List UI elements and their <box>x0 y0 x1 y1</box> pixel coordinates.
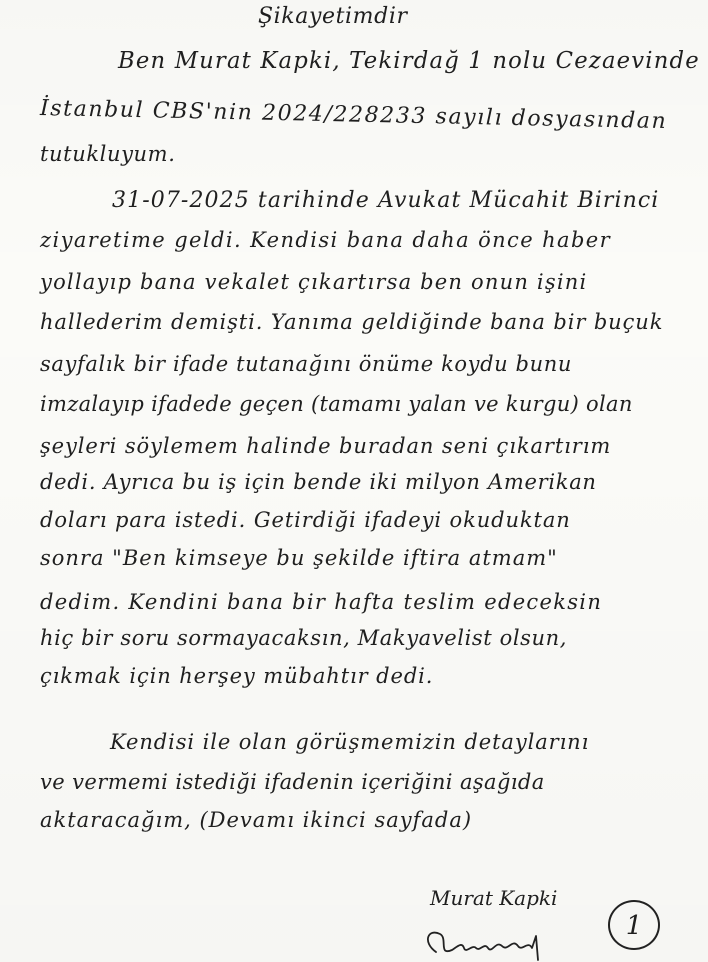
letter-title: Şikayetimdir <box>258 4 408 29</box>
handwritten-signature <box>418 922 558 962</box>
letter-line-19: aktaracağım, (Devamı ikinci sayfada) <box>40 808 473 832</box>
letter-line-7: hallederim demişti. Yanıma geldiğinde bana bir buçuk <box>40 310 664 334</box>
letter-line-15: hiç bir soru sormayacaksın, Makyavelist olsun, <box>40 626 568 650</box>
letter-line-13: sonra "Ben kimseye bu şekilde iftira atmam" <box>40 546 558 570</box>
letter-line-3: tutukluyum. <box>40 142 176 166</box>
letter-line-1: Ben Murat Kapki, Tekirdağ 1 nolu Cezaevinde <box>118 48 700 74</box>
letter-line-11: dedi. Ayrıca bu iş için bende iki milyon Amerikan <box>40 470 597 494</box>
letter-line-8: sayfalık bir ifade tutanağını önüme koydu bunu <box>40 352 572 376</box>
letter-line-9: imzalayıp ifadede geçen (tamamı yalan ve kurgu) olan <box>40 392 633 416</box>
letter-line-14: dedim. Kendini bana bir hafta teslim edeceksin <box>40 590 603 614</box>
letter-line-4: 31-07-2025 tarihinde Avukat Mücahit Birinci <box>112 188 660 213</box>
letter-line-16: çıkmak için herşey mübahtır dedi. <box>40 664 434 688</box>
page-number-circle: 1 <box>608 900 660 950</box>
letter-line-5: ziyaretime geldi. Kendisi bana daha önce haber <box>40 228 612 252</box>
letter-line-12: doları para istedi. Getirdiği ifadeyi okuduktan <box>40 508 571 532</box>
letter-line-17: Kendisi ile olan görüşmemizin detaylarını <box>110 730 590 754</box>
letter-line-6: yollayıp bana vekalet çıkartırsa ben onun işini <box>40 270 588 294</box>
letter-line-10: şeyleri söylemem halinde buradan seni çıkartırım <box>40 434 612 458</box>
signature-name: Murat Kapki <box>430 886 558 910</box>
letter-line-18: ve vermemi istediği ifadenin içeriğini aşağıda <box>40 770 545 794</box>
letter-line-2: İstanbul CBS'nin 2024/228233 sayılı dosyasından <box>39 96 668 135</box>
